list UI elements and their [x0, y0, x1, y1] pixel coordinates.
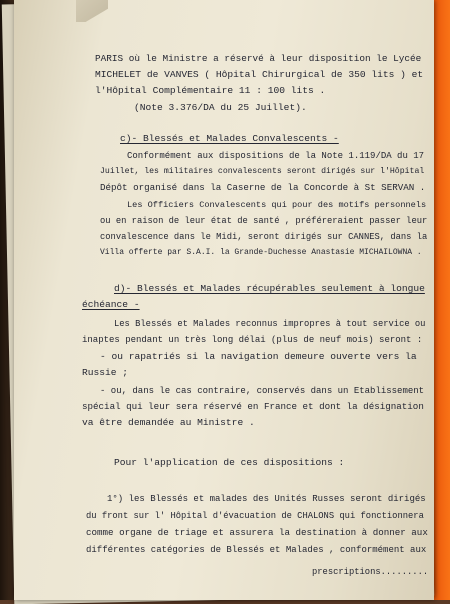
section-c-line: Conformément aux dispositions de la Note 1.119/DA du 17: [127, 151, 425, 161]
section-d-line: va être demandée au Ministre .: [82, 417, 255, 428]
application-line: comme organe de triage et assurera la destination à donner aux: [86, 527, 428, 538]
application-line: prescriptions.........: [312, 567, 429, 577]
section-d-line: Les Blessés et Malades reconnus impropres à tout service ou: [114, 319, 426, 329]
intro-note: (Note 3.376/DA du 25 Juillet).: [134, 102, 307, 113]
section-d-line: - ou rapatriés si la navigation demeure ouverte vers la: [100, 351, 417, 362]
section-c-line: convalescence dans le Midi, seront dirigés sur CANNES, dans la: [100, 232, 428, 242]
document-page: [14, 0, 434, 600]
intro-line: MICHELET de VANVES ( Hôpital Chirurgical de 350 lits ) et: [95, 69, 424, 80]
section-c-line: Juillet, les militaires convalescents seront dirigés sur l'Hôpital: [100, 167, 425, 176]
section-d-line: Russie ;: [82, 367, 129, 378]
section-c-line: Dépôt organisé dans la Caserne de la Concorde à St SERVAN .: [100, 182, 426, 193]
section-c-line: Les Officiers Convalescents qui pour des motifs personnels: [127, 200, 427, 210]
section-c-line: ou en raison de leur état de santé , préféreraient passer leur: [100, 216, 428, 226]
section-c-line: Villa offerte par S.A.I. la Grande-Duchesse Anastasie MICHAILOWNA .: [100, 248, 422, 257]
section-d-line: spécial qui leur sera réservé en France et dont la désignation: [82, 401, 424, 412]
section-d-line: inaptes pendant un très long délai (plus de neuf mois) seront :: [82, 335, 423, 345]
section-d-heading: d)- Blessés et Malades récupérables seulement à longue: [114, 283, 425, 294]
section-d-line: - ou, dans le cas contraire, conservés dans un Etablissement: [100, 386, 425, 396]
intro-line: l'Hôpital Complémentaire 11 : 100 lits .: [95, 85, 326, 96]
section-c-heading: c)- Blessés et Malades Convalescents -: [120, 133, 339, 144]
application-line: 1°) les Blessés et malades des Unités Russes seront dirigés: [107, 494, 426, 504]
application-heading: Pour l'application de ces dispositions :: [114, 457, 345, 468]
intro-line: PARIS où le Ministre a réservé à leur disposition le Lycée: [95, 53, 422, 64]
application-line: différentes catégories de Blessés et Malades , conformément aux: [86, 545, 427, 555]
document-text: [14, 0, 434, 600]
application-line: du front sur l' Hôpital d'évacuation de CHALONS qui fonctionnera: [86, 511, 424, 521]
section-d-heading-cont: échéance -: [82, 299, 140, 310]
